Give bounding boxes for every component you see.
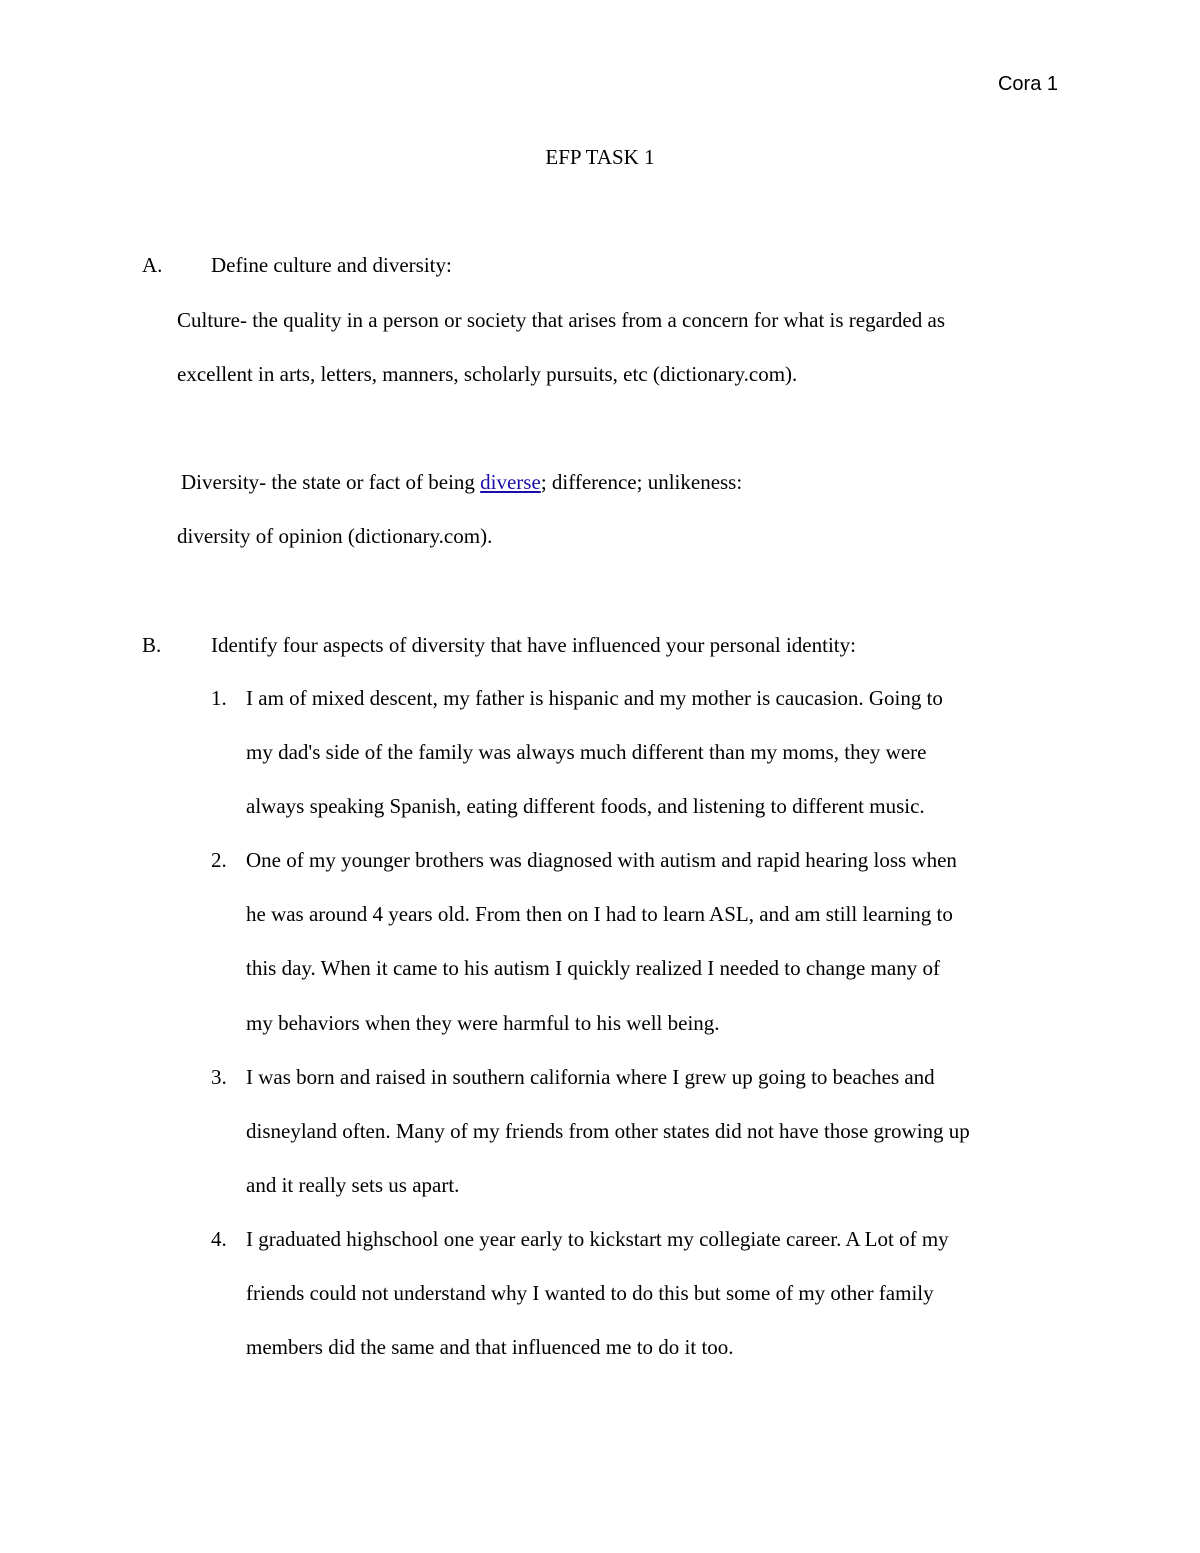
list-item-line: my dad's side of the family was always much different than my moms, they were xyxy=(246,740,927,764)
section-b-heading: Identify four aspects of diversity that have influenced your personal identity: xyxy=(211,633,856,657)
list-item-line: members did the same and that influenced me to do it too. xyxy=(246,1335,734,1359)
list-item-number: 3. xyxy=(211,1065,227,1089)
list-item-line: I was born and raised in southern california where I grew up going to beaches and xyxy=(246,1065,935,1089)
list-item-line: he was around 4 years old. From then on I had to learn ASL, and am still learning to xyxy=(246,902,953,926)
list-item-line: I am of mixed descent, my father is hispanic and my mother is caucasion. Going to xyxy=(246,686,943,710)
running-head: Cora 1 xyxy=(997,73,1058,95)
diversity-definition-line-1 xyxy=(181,468,742,496)
list-item-line: disneyland often. Many of my friends from other states did not have those growing up xyxy=(246,1119,970,1143)
list-item-line: my behaviors when they were harmful to his well being. xyxy=(246,1011,720,1035)
list-item-line: this day. When it came to his autism I quickly realized I needed to change many of xyxy=(246,956,940,980)
list-item-line: One of my younger brothers was diagnosed with autism and rapid hearing loss when xyxy=(246,848,957,872)
diversity-suffix: ; difference; unlikeness: xyxy=(540,470,743,494)
list-item-line: and it really sets us apart. xyxy=(246,1173,460,1197)
list-item-line: I graduated highschool one year early to kickstart my collegiate career. A Lot of my xyxy=(246,1227,949,1251)
culture-definition-line-2: excellent in arts, letters, manners, scholarly pursuits, etc (dictionary.com). xyxy=(177,362,798,386)
list-item-line: always speaking Spanish, eating different foods, and listening to different music. xyxy=(246,794,925,818)
diversity-definition-line-2: diversity of opinion (dictionary.com). xyxy=(177,524,493,548)
list-item-number: 2. xyxy=(211,848,227,872)
document-title: EFP TASK 1 xyxy=(545,145,655,169)
list-item-number: 4. xyxy=(211,1227,227,1251)
section-a-heading: Define culture and diversity: xyxy=(211,253,452,277)
culture-definition-line-1: Culture- the quality in a person or society that arises from a concern for what is regarded as xyxy=(177,308,945,332)
list-item-number: 1. xyxy=(211,686,227,710)
section-b-marker: B. xyxy=(142,633,162,657)
diversity-prefix: Diversity- the state or fact of being xyxy=(181,470,481,494)
list-item-line: friends could not understand why I wanted to do this but some of my other family xyxy=(246,1281,934,1305)
diverse-link[interactable]: diverse xyxy=(480,470,541,494)
section-a-marker: A. xyxy=(142,253,163,277)
